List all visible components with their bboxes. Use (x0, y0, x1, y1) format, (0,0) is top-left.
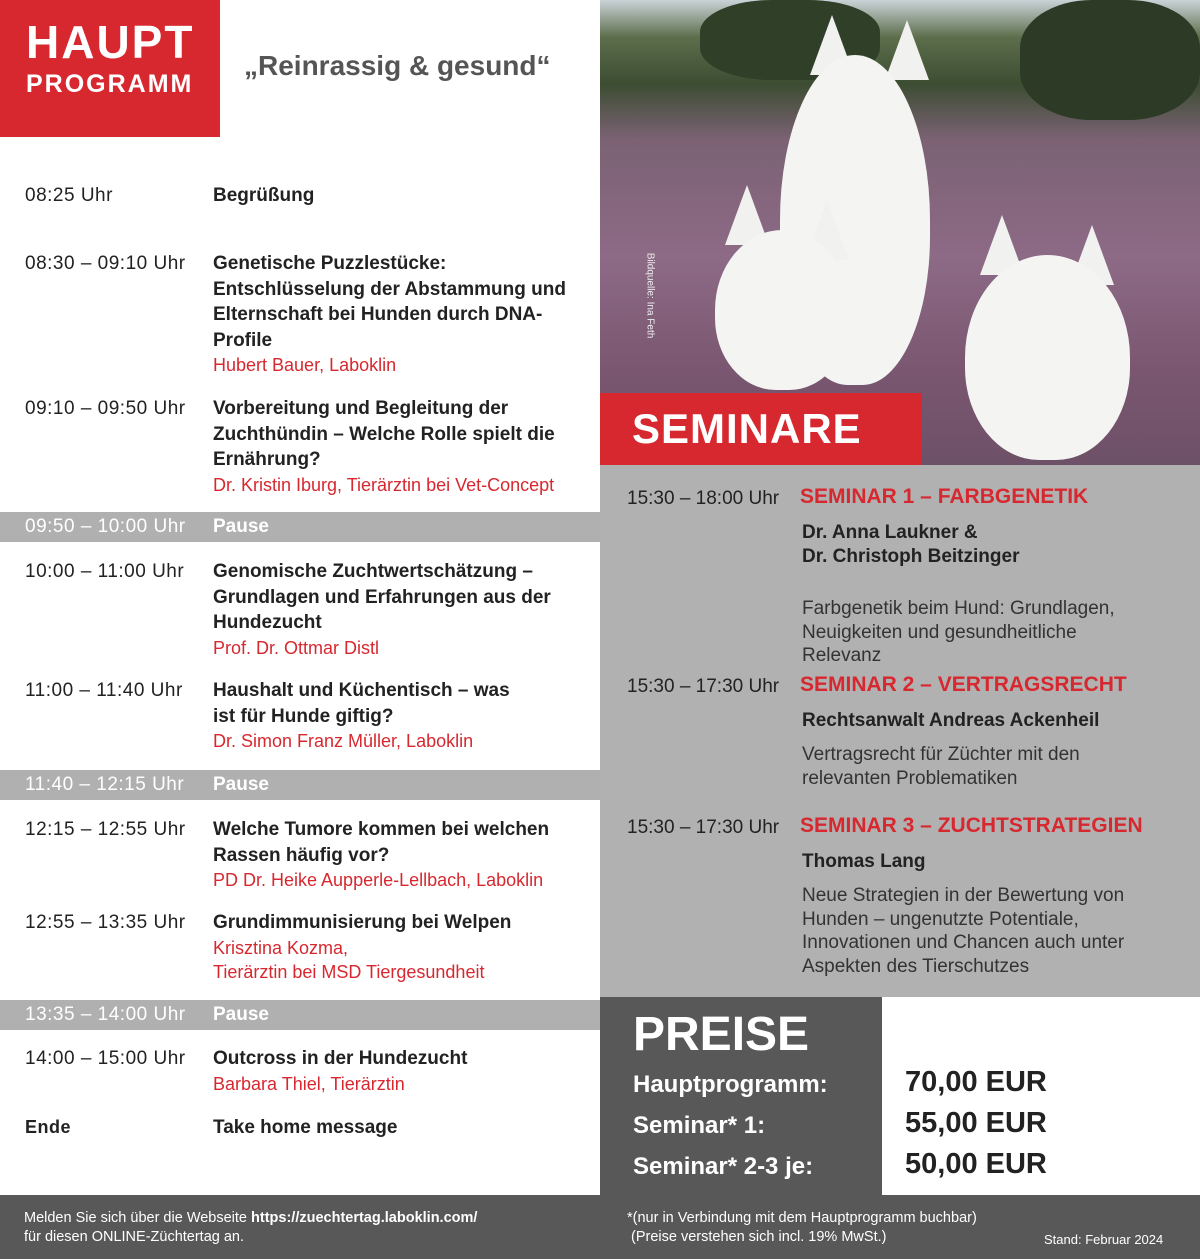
item-title: Vorbereitung und Begleitung der Zuchthündin – Welche Rolle spielt die Ernährung? (213, 398, 555, 470)
badge-line2: PROGRAMM (26, 70, 194, 98)
item-time: 14:00 – 15:00 Uhr (25, 1048, 186, 1069)
pause-bar (0, 770, 600, 800)
badge-line1: HAUPT (26, 16, 195, 68)
item-speaker: Barbara Thiel, Tierärztin (213, 1073, 405, 1094)
pause-time: 09:50 – 10:00 Uhr (25, 516, 186, 537)
footer-text: für diesen ONLINE-Züchtertag an. (24, 1229, 245, 1245)
seminar-time: 15:30 – 17:30 Uhr (627, 817, 780, 838)
pause-bar (0, 1000, 600, 1030)
seminar-speaker: Dr. Anna Laukner & (802, 522, 978, 543)
seminar-desc: Aspekten des Tierschutzes (802, 955, 1030, 977)
item-time: 08:25 Uhr (25, 185, 113, 206)
item-title: Genomische Zuchtwertschätzung – Grundlagen und Erfahrungen aus der Hundezucht (213, 561, 551, 633)
item-title: Grundimmunisierung bei Welpen (213, 912, 512, 933)
seminar-title: SEMINAR 1 – FARBGENETIK (800, 485, 1089, 508)
footer (0, 1195, 1200, 1259)
price-label: Seminar* 1: (633, 1112, 766, 1139)
item-speaker: Tierärztin bei MSD Tiergesundheit (213, 961, 485, 982)
item-time: 12:55 – 13:35 Uhr (25, 912, 186, 933)
item-speaker: Dr. Simon Franz Müller, Laboklin (213, 731, 474, 751)
seminar-time: 15:30 – 18:00 Uhr (627, 488, 780, 509)
item-speaker: PD Dr. Heike Aupperle-Lellbach, Laboklin (213, 870, 544, 890)
seminar-desc: relevanten Problematiken (802, 767, 1018, 789)
motto: „Reinrassig & gesund“ (244, 50, 551, 81)
item-title: Begrüßung (213, 185, 315, 206)
pause-time: 13:35 – 14:00 Uhr (25, 1004, 186, 1025)
item-title: Take home message (213, 1117, 398, 1138)
footer-note: *(nur in Verbindung mit dem Hauptprogramm buchbar) (627, 1210, 977, 1226)
footer-date: Stand: Februar 2024 (1044, 1232, 1164, 1247)
seminars-panel (600, 465, 1200, 997)
seminar-speaker: Thomas Lang (802, 851, 926, 872)
pause-label: Pause (213, 774, 269, 795)
item-time: 11:00 – 11:40 Uhr (25, 680, 183, 701)
item-speaker: Hubert Bauer, Laboklin (213, 355, 397, 375)
item-time: 09:10 – 09:50 Uhr (25, 398, 186, 419)
prices-title: PREISE (633, 1008, 810, 1061)
seminar-desc: Innovationen und Chancen auch unter (802, 932, 1125, 953)
pause-bar (0, 512, 600, 542)
registration-link[interactable]: https://zuechtertag.laboklin.com/ (251, 1210, 478, 1226)
item-title: Welche Tumore kommen bei welchen Rassen häufig vor? (213, 819, 550, 866)
prices-panel (600, 997, 882, 1195)
item-title: Haushalt und Küchentisch – was ist für Hunde giftig? (213, 680, 510, 727)
pause-time: 11:40 – 12:15 Uhr (25, 774, 185, 795)
seminar-desc: Neuigkeiten und gesundheitliche (802, 621, 1077, 643)
dog (715, 230, 850, 390)
seminar-title: SEMINAR 2 – VERTRAGSRECHT (800, 673, 1127, 696)
photo-credit: Bildquelle: Ina Feth (644, 252, 656, 339)
seminar-speaker: Rechtsanwalt Andreas Ackenheil (802, 710, 1100, 731)
price-label: Hauptprogramm: (633, 1071, 828, 1098)
seminar-desc: Farbgenetik beim Hund: Grundlagen, (802, 598, 1115, 619)
pause-label: Pause (213, 1004, 269, 1025)
item-time: 08:30 – 09:10 Uhr (25, 253, 186, 274)
seminar-desc: Hunden – ungenutzte Potentiale, (802, 908, 1079, 930)
price-value: 50,00 EUR (905, 1148, 1047, 1180)
footer-text: Melden Sie sich über die Webseite (24, 1210, 252, 1226)
price-value: 70,00 EUR (905, 1066, 1047, 1098)
seminar-time: 15:30 – 17:30 Uhr (627, 676, 780, 697)
item-time: Ende (25, 1117, 72, 1137)
seminars-title: SEMINARE (600, 393, 922, 465)
tree (1020, 0, 1200, 120)
dog (965, 255, 1130, 460)
footer-note: (Preise verstehen sich incl. 19% MwSt.) (631, 1229, 887, 1245)
item-title: Outcross in der Hundezucht (213, 1048, 468, 1069)
seminar-desc: Neue Strategien in der Bewertung von (802, 885, 1125, 906)
price-label: Seminar* 2-3 je: (633, 1153, 814, 1180)
item-time: 12:15 – 12:55 Uhr (25, 819, 186, 840)
item-speaker: Dr. Kristin Iburg, Tierärztin bei Vet-Concept (213, 474, 555, 495)
seminar-title: SEMINAR 3 – ZUCHTSTRATEGIEN (800, 814, 1143, 837)
pause-label: Pause (213, 516, 269, 537)
item-title: Genetische Puzzlestücke: Entschlüsselung der Abstammung und Elternschaft bei Hunden durch DNA-Profile (213, 253, 566, 351)
item-speaker: Krisztina Kozma, (213, 937, 349, 958)
item-speaker: Prof. Dr. Ottmar Distl (213, 637, 380, 658)
price-value: 55,00 EUR (905, 1107, 1047, 1139)
seminar-desc: Relevanz (802, 645, 882, 666)
seminar-desc: Vertragsrecht für Züchter mit den (802, 744, 1080, 765)
seminar-speaker: Dr. Christoph Beitzinger (802, 545, 1020, 567)
main-program-badge (0, 0, 220, 137)
item-time: 10:00 – 11:00 Uhr (25, 561, 185, 582)
